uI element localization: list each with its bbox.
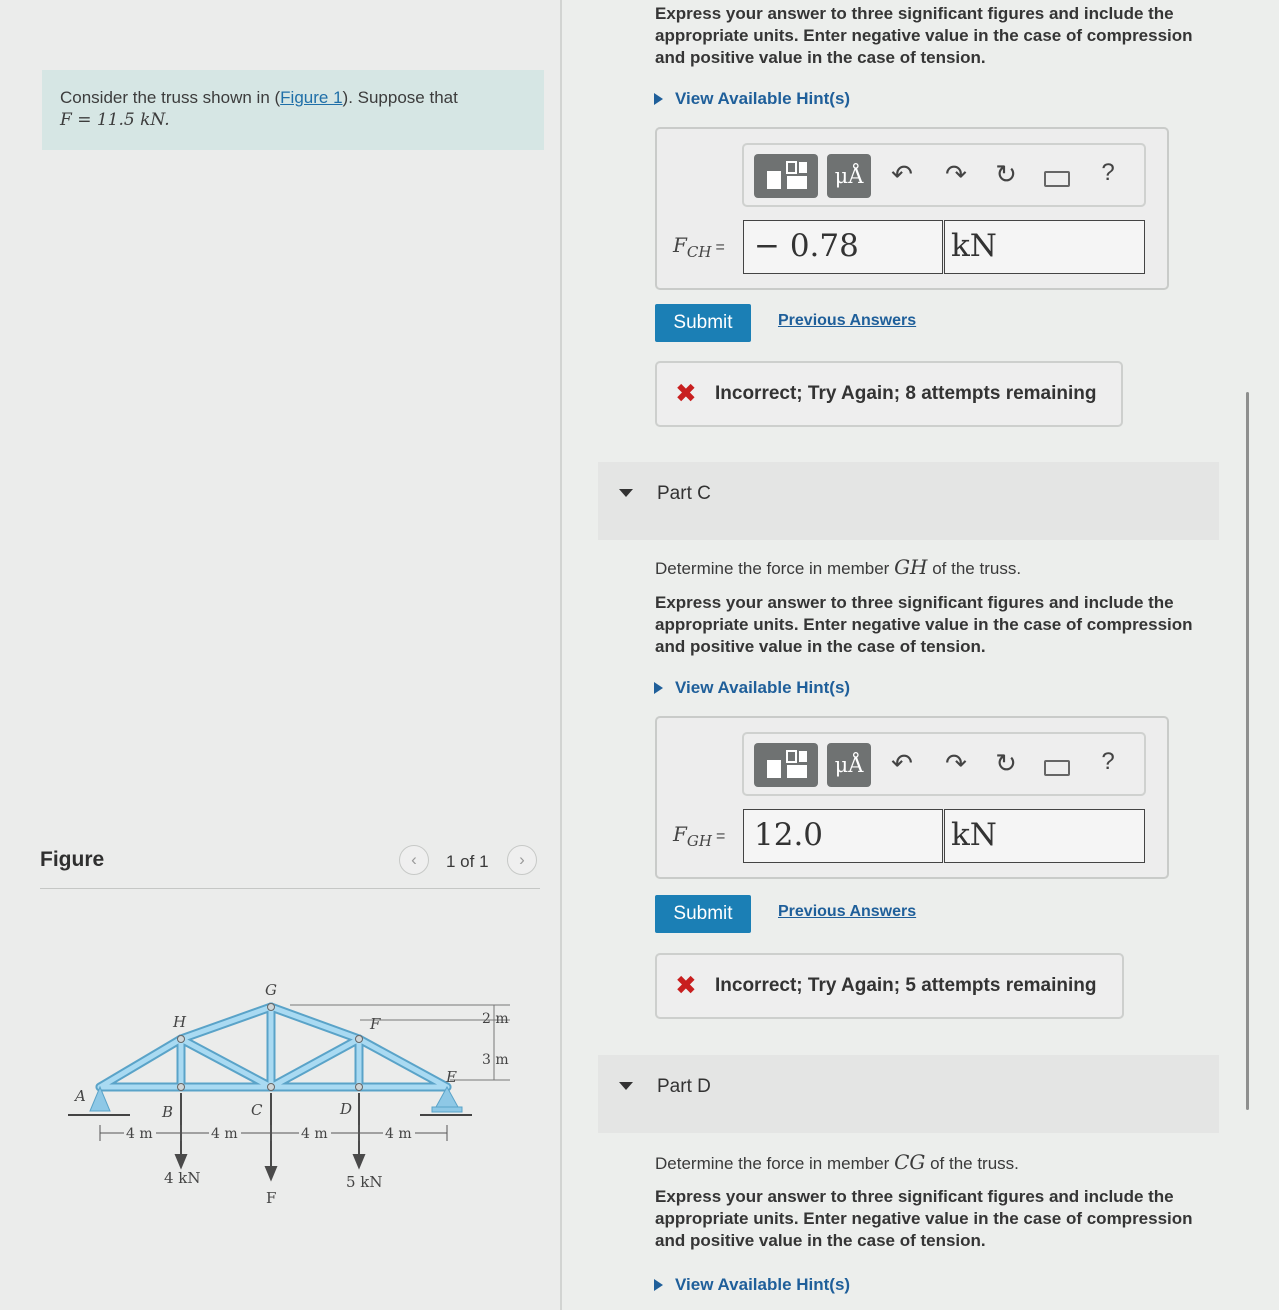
part-c-unit-input[interactable]: kN xyxy=(944,809,1145,863)
units-button[interactable]: μÅ xyxy=(827,154,871,198)
error-x-icon: ✖ xyxy=(675,970,697,1000)
units-button[interactable]: μÅ xyxy=(827,743,871,787)
error-x-icon: ✖ xyxy=(675,378,697,408)
caret-right-icon xyxy=(654,1279,663,1291)
figure-title: Figure xyxy=(40,848,105,871)
reset-icon[interactable]: ↻ xyxy=(995,159,1017,189)
caret-down-icon xyxy=(619,1082,633,1090)
part-c-value-input[interactable]: 12.0 xyxy=(743,809,943,863)
label-E: E xyxy=(446,1068,457,1086)
keyboard-icon[interactable] xyxy=(1044,171,1070,187)
span-label-2: 4 m xyxy=(211,1126,238,1142)
label-B: B xyxy=(162,1103,174,1121)
load-arrows xyxy=(176,1093,364,1179)
part-c-feedback-text: Incorrect; Try Again; 5 attempts remaining xyxy=(715,975,1097,996)
part-b-hint-toggle[interactable] xyxy=(654,89,850,109)
part-d-member: CG xyxy=(894,1150,926,1174)
label-A: A xyxy=(75,1087,86,1105)
joint-C xyxy=(268,1084,275,1091)
part-c-answer-box xyxy=(655,716,1169,879)
caret-right-icon xyxy=(654,93,663,105)
part-d-label: Part D xyxy=(657,1076,711,1097)
joint-B xyxy=(178,1084,185,1091)
part-c-hint-toggle[interactable] xyxy=(654,678,850,698)
part-d-instructions: Express your answer to three significant figures and include the appropriate units. Enter negative value in the case of compression and positive value in the case of tension. xyxy=(655,1187,1193,1250)
figure-prev-button[interactable] xyxy=(399,845,429,875)
figure-divider xyxy=(40,888,540,889)
templates-icon xyxy=(763,748,809,782)
part-b-value-input[interactable]: − 0.78 xyxy=(743,220,943,274)
joint-G xyxy=(268,1004,275,1011)
part-d-question: Determine the force in member CG of the truss. xyxy=(655,1150,1019,1174)
help-icon[interactable]: ? xyxy=(1101,748,1115,775)
templates-button[interactable] xyxy=(754,743,818,787)
part-c-feedback xyxy=(655,953,1124,1019)
height-label-3m: 3 m xyxy=(482,1052,509,1068)
part-b-unit-input[interactable]: kN xyxy=(944,220,1145,274)
part-c-member: GH xyxy=(894,555,928,579)
undo-icon[interactable]: ↶ xyxy=(891,748,913,778)
part-c-previous-answers-link[interactable]: Previous Answers xyxy=(778,903,917,920)
joint-F xyxy=(356,1036,363,1043)
part-c-header[interactable] xyxy=(598,462,1219,540)
part-b-feedback-text: Incorrect; Try Again; 8 attempts remaining xyxy=(715,383,1097,404)
span-label-3: 4 m xyxy=(301,1126,328,1142)
part-b-previous-answers-link[interactable]: Previous Answers xyxy=(778,312,917,329)
undo-icon[interactable]: ↶ xyxy=(891,159,913,189)
part-d-hint-label: View Available Hint(s) xyxy=(675,1275,851,1294)
chevron-left-icon: ‹ xyxy=(411,850,417,869)
templates-icon xyxy=(763,159,809,193)
help-icon[interactable]: ? xyxy=(1101,159,1115,186)
pane-divider[interactable] xyxy=(560,0,562,1310)
part-b-submit-button[interactable]: Submit xyxy=(655,304,751,342)
problem-equation: F = 11.5 kN. xyxy=(60,110,170,130)
span-label-1: 4 m xyxy=(126,1126,153,1142)
load-label-F: F xyxy=(266,1189,277,1207)
redo-icon[interactable]: ↷ xyxy=(945,748,967,778)
span-label-4: 4 m xyxy=(385,1126,412,1142)
joint-D xyxy=(356,1084,363,1091)
label-G: G xyxy=(265,981,277,999)
left-pane xyxy=(0,0,560,1310)
part-b-answer-box xyxy=(655,127,1169,290)
part-d-header[interactable] xyxy=(598,1055,1219,1133)
reset-icon[interactable]: ↻ xyxy=(995,748,1017,778)
label-D: D xyxy=(340,1100,353,1118)
part-c-submit-button[interactable]: Submit xyxy=(655,895,751,933)
figure-counter: 1 of 1 xyxy=(446,852,489,871)
part-b-variable-label: $F_{CH}$ = xyxy=(673,233,725,261)
part-b-instructions: Express your answer to three significant figures and include the appropriate units. Enter negative value in the case of compression and positive value in the case of tension. xyxy=(655,4,1193,67)
label-C: C xyxy=(251,1101,263,1119)
caret-down-icon xyxy=(619,489,633,497)
part-b-hint-label: View Available Hint(s) xyxy=(675,89,851,108)
part-d-hint-toggle[interactable] xyxy=(654,1275,850,1295)
templates-button[interactable] xyxy=(754,154,818,198)
part-c-variable-label: $F_{GH}$ = xyxy=(673,822,726,850)
part-c-question: Determine the force in member GH of the truss. xyxy=(655,555,1022,579)
part-c-toolbar xyxy=(742,732,1146,796)
part-b-feedback xyxy=(655,361,1123,427)
figure-link[interactable]: Figure 1 xyxy=(280,88,343,107)
label-H: H xyxy=(173,1013,187,1031)
truss-figure xyxy=(60,975,530,1215)
scrollbar[interactable] xyxy=(1246,392,1249,1110)
part-c-label: Part C xyxy=(657,483,711,504)
redo-icon[interactable]: ↷ xyxy=(945,159,967,189)
part-c-instructions: Express your answer to three significant figures and include the appropriate units. Enter negative value in the case of compression and positive value in the case of tension. xyxy=(655,593,1193,656)
chevron-right-icon: › xyxy=(519,850,525,869)
height-label-2m: 2 m xyxy=(482,1011,509,1027)
problem-statement xyxy=(42,70,544,150)
load-label-4kN: 4 kN xyxy=(164,1169,201,1187)
joint-H xyxy=(178,1036,185,1043)
problem-text-before: Consider the truss shown in ( xyxy=(60,88,281,107)
part-b-toolbar xyxy=(742,143,1146,207)
keyboard-icon[interactable] xyxy=(1044,760,1070,776)
problem-text-after: ). Suppose that xyxy=(342,88,458,107)
figure-next-button[interactable] xyxy=(507,845,537,875)
caret-right-icon xyxy=(654,682,663,694)
load-label-5kN: 5 kN xyxy=(346,1173,383,1191)
label-F: F xyxy=(370,1015,381,1033)
part-c-hint-label: View Available Hint(s) xyxy=(675,678,851,697)
